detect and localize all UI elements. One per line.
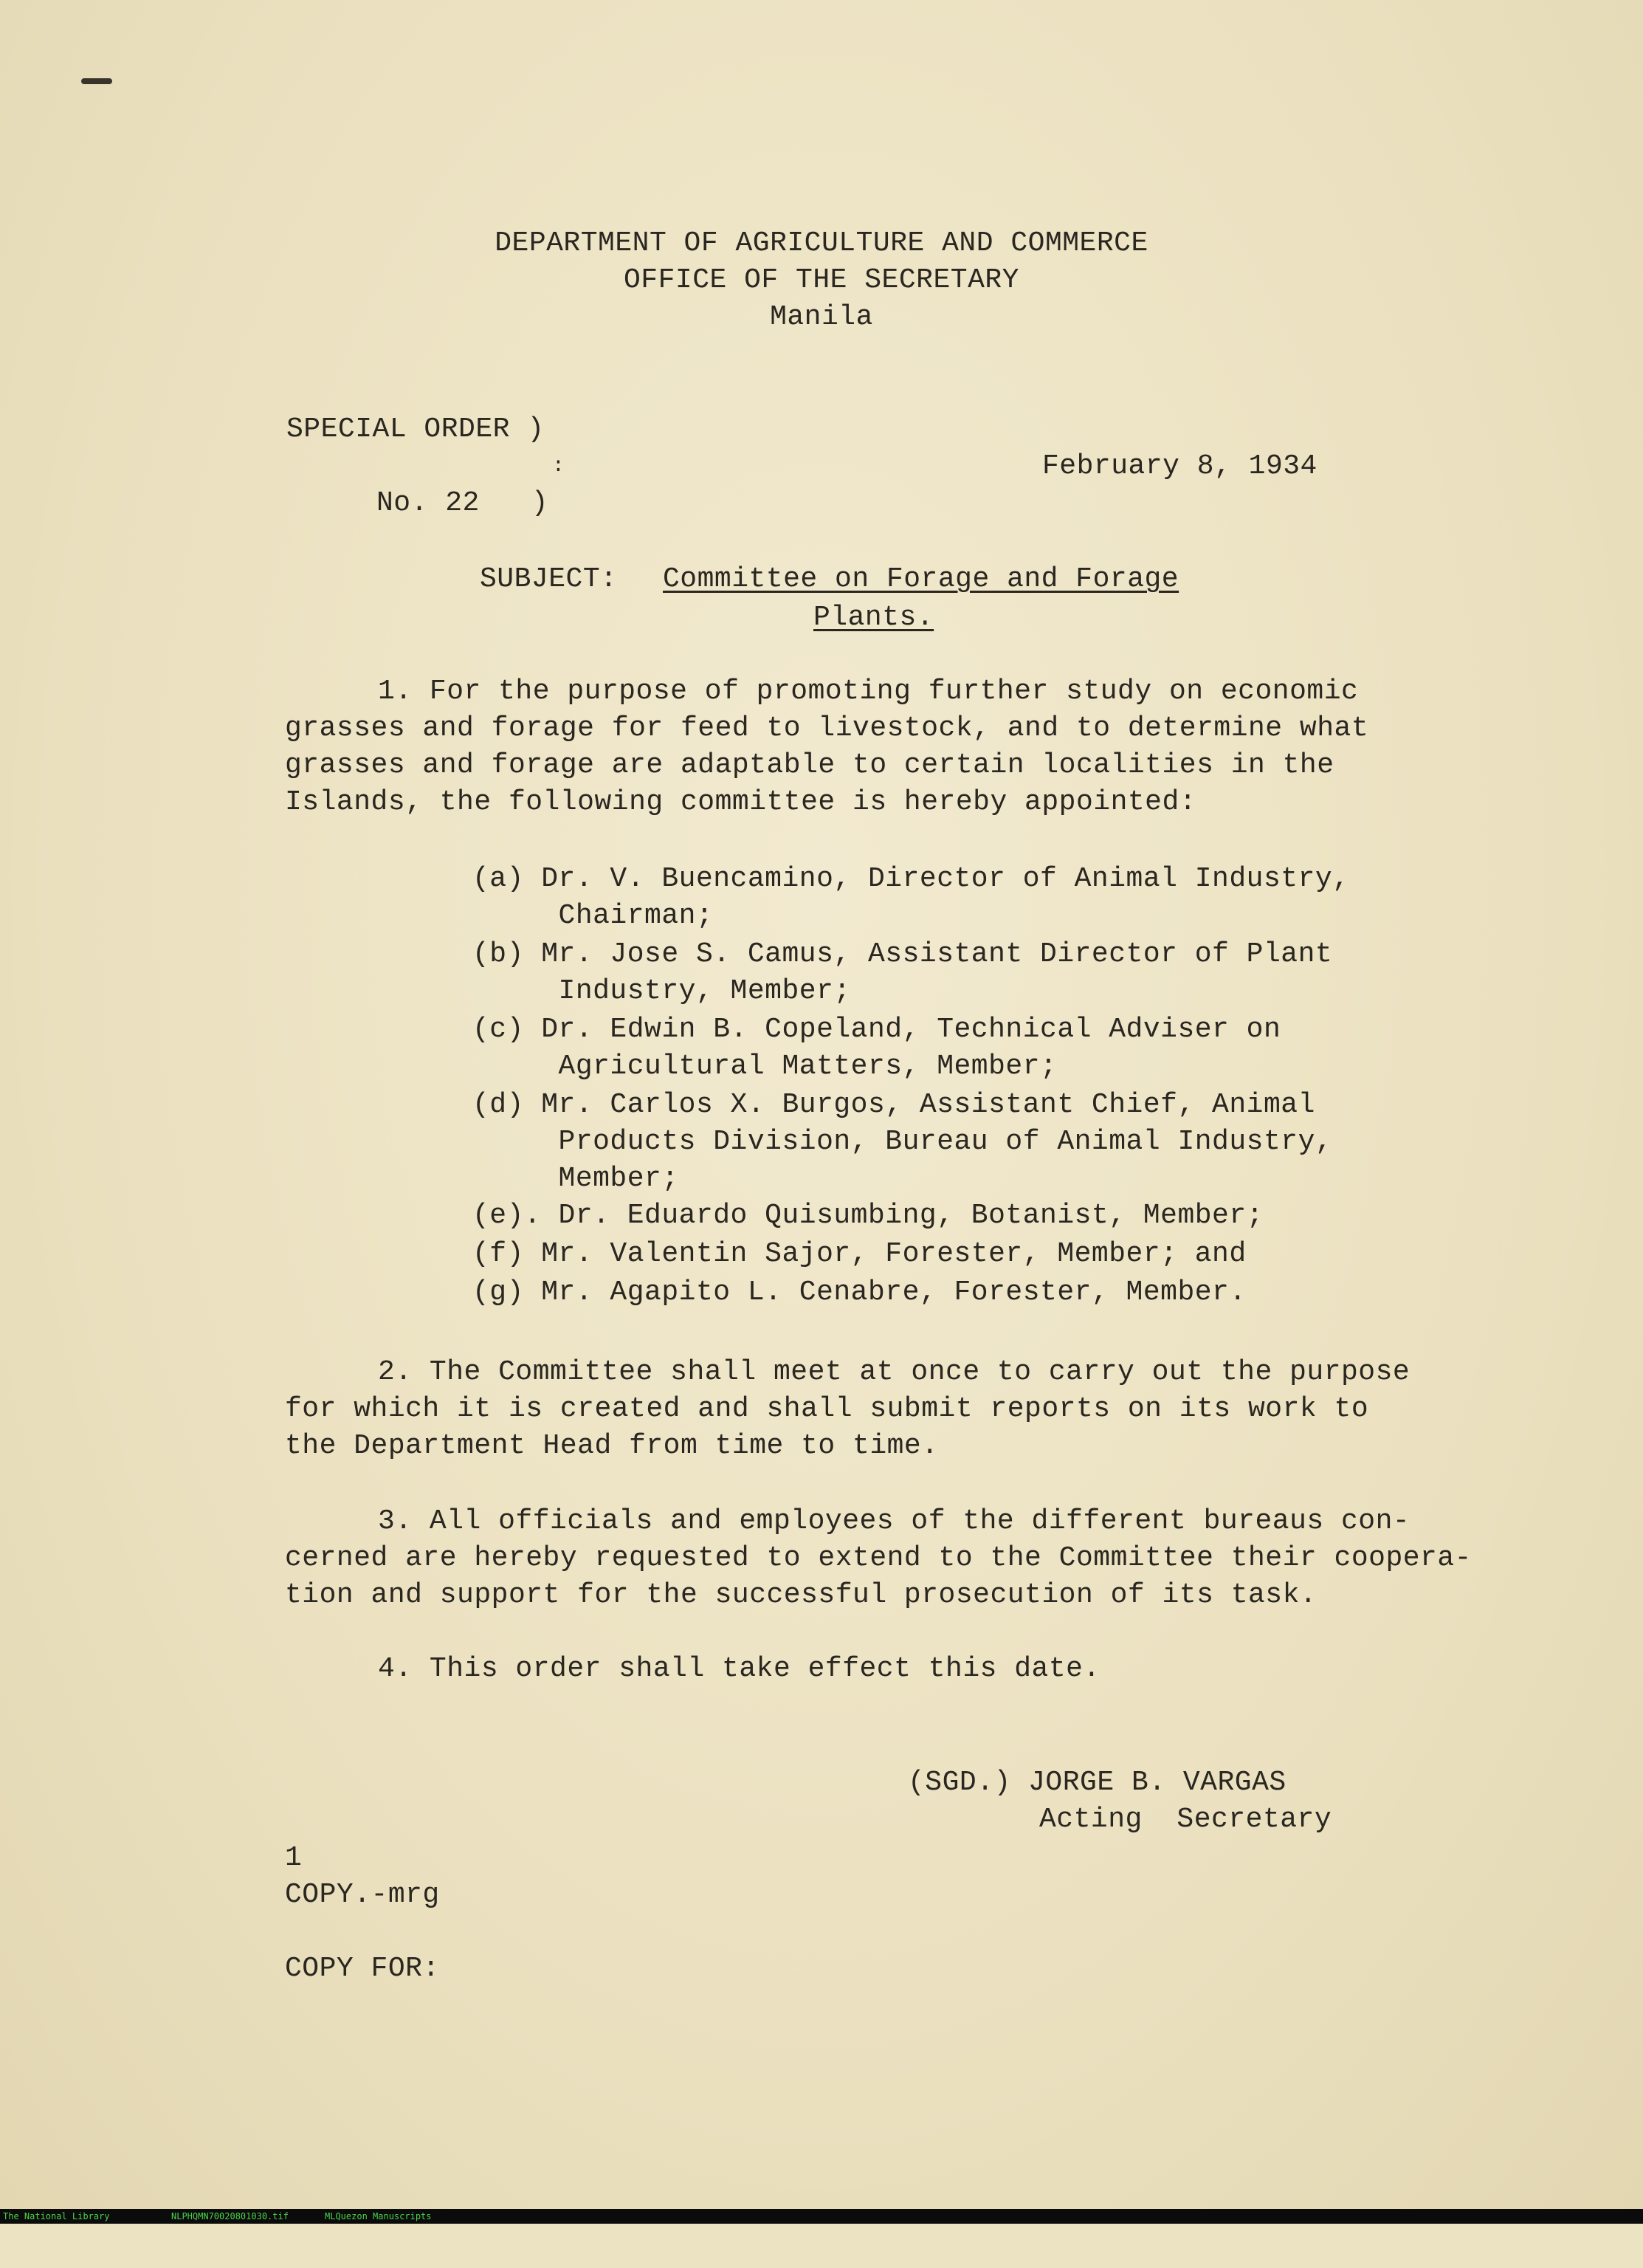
paragraph-line: grasses and forage for feed to livestock, and to determine what [285,712,1369,744]
footer-collection: MLQuezon Manuscripts [325,2211,432,2221]
signature-name: (SGD.) JORGE B. VARGAS [908,1767,1286,1798]
subject-label: SUBJECT: [480,563,618,595]
paragraph-line: 2. The Committee shall meet at once to carry out the purpose [378,1356,1410,1388]
list-item: Member; [472,1163,679,1195]
list-item: (e). Dr. Eduardo Quisumbing, Botanist, Member; [472,1200,1264,1231]
paragraph-4: 4. This order shall take effect this date. [378,1653,1100,1685]
paragraph-line: the Department Head from time to time. [285,1430,939,1462]
list-item: (c) Dr. Edwin B. Copeland, Technical Adviser on [472,1014,1281,1045]
scan-footer [0,2209,1643,2224]
paragraph-line: 3. All officials and employees of the different bureaus con- [378,1505,1410,1537]
subject-line-1: Committee on Forage and Forage [663,563,1179,595]
ink-mark [81,78,112,84]
list-item: (f) Mr. Valentin Sajor, Forester, Member; and [472,1238,1247,1270]
list-item: Chairman; [472,900,714,932]
department-heading: DEPARTMENT OF AGRICULTURE AND COMMERCE [495,227,1148,259]
list-item: (d) Mr. Carlos X. Burgos, Assistant Chief, Animal [472,1089,1315,1121]
list-item: (a) Dr. V. Buencamino, Director of Animal Industry, [472,863,1350,895]
subject-line-2: Plants. [813,602,934,633]
order-number: No. 22 ) [376,487,549,519]
location-heading: Manila [770,301,873,333]
paragraph-line: tion and support for the successful prosecution of its task. [285,1579,1318,1611]
list-item: Products Division, Bureau of Animal Industry, [472,1126,1333,1158]
footer-library: The National Library [3,2211,110,2221]
special-order-label: SPECIAL ORDER ) [286,413,545,445]
copy-for: COPY FOR: [285,1953,440,1984]
list-item: Agricultural Matters, Member; [472,1051,1058,1082]
order-date: February 8, 1934 [1042,450,1318,482]
paragraph-line: 1. For the purpose of promoting further study on economic [378,676,1359,707]
paragraph-line: Islands, the following committee is hereby appointed: [285,786,1197,818]
list-item: Industry, Member; [472,975,851,1007]
signature-title: Acting Secretary [1039,1804,1332,1835]
order-separator: : [552,455,565,478]
paragraph-line: grasses and forage are adaptable to certain localities in the [285,749,1334,781]
copy-mark: COPY.-mrg [285,1879,440,1911]
office-heading: OFFICE OF THE SECRETARY [624,264,1019,296]
copy-number: 1 [285,1842,303,1874]
footer-filename: NLPHQMN70020801030.tif [171,2211,289,2221]
paragraph-line: cerned are hereby requested to extend to the Committee their coopera- [285,1542,1472,1574]
paragraph-line: for which it is created and shall submit reports on its work to [285,1393,1369,1425]
list-item: (b) Mr. Jose S. Camus, Assistant Director of Plant [472,938,1333,970]
list-item: (g) Mr. Agapito L. Cenabre, Forester, Member. [472,1276,1247,1308]
